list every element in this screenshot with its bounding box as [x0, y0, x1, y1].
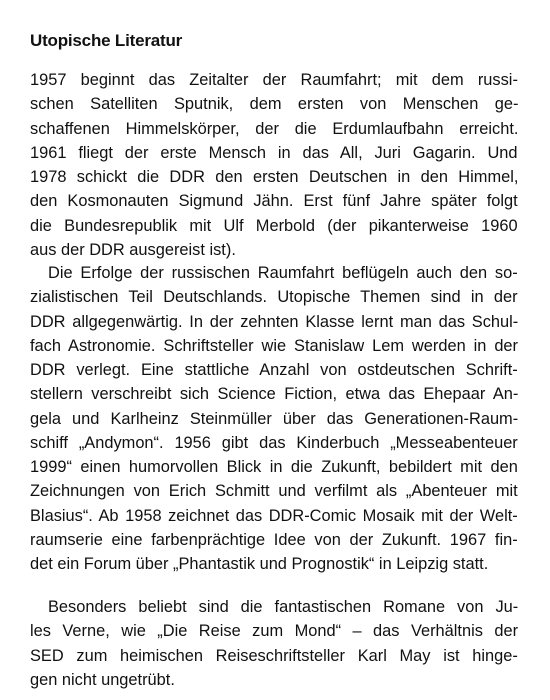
text-line: schiff „Andymon“. 1956 gibt das Kinderbuch „Messeabenteuer: [30, 433, 518, 452]
text-line: Zeichnungen von Erich Schmitt und verfilmt als „Abenteuer mit: [30, 482, 518, 501]
section-heading: Utopische Literatur: [30, 31, 183, 50]
text-line: den Kosmonauten Sigmund Jähn. Erst fünf Jahre später folgt: [30, 192, 518, 211]
paragraph-gdr-utopia: [30, 261, 518, 576]
text-line: schaffenen Himmelskörper, der die Erdumlaufbahn erreicht.: [30, 119, 519, 138]
text-line: stellern verschreibt sich Science Fiction, etwa das Ehepaar An-: [30, 385, 519, 404]
text-line: 1957 beginnt das Zeitalter der Raumfahrt; mit dem russi-: [30, 71, 518, 89]
text-line: SED zum heimischen Reiseschriftsteller Karl May ist hinge-: [30, 646, 518, 665]
text-line: 1978 schickt die DDR den ersten Deutschen in den Himmel,: [30, 168, 519, 186]
text-line: Blasius“. Ab 1958 zeichnet das DDR-Comic Mosaik mit der Welt-: [30, 506, 518, 525]
text-line: det ein Forum über „Phantastik und Prognostik“ in Leipzig statt.: [30, 555, 489, 573]
text-line: 1999“ einen humorvollen Blick in die Zukunft, bebildert mit den: [30, 458, 518, 476]
text-line: 1961 fliegt der erste Mensch in das All, Juri Gagarin. Und: [30, 143, 518, 162]
text-line: schen Satelliten Sputnik, dem ersten von Menschen ge-: [30, 95, 519, 114]
text-line: DDR allgegenwärtig. In der zehnten Klasse lernt man das Schul-: [30, 312, 519, 331]
paragraph-jules-verne: [30, 595, 518, 692]
text-line: raumserie eine farbenprächtige Idee von der Zukunft. 1967 fin-: [30, 530, 518, 549]
text-line: zialistischen Teil Deutschlands. Utopische Themen sind in der: [30, 288, 518, 307]
text-line: aus der DDR ausgereist ist).: [30, 240, 236, 259]
text-line: Besonders beliebt sind die fantastischen Romane von Ju-: [48, 598, 519, 616]
text-line: gela und Karlheinz Steinmüller über das Generationen-Raum-: [30, 409, 519, 428]
text-line: gen nicht ungetrübt.: [30, 670, 175, 689]
text-line: DDR verlegt. Eine stattliche Anzahl von ostdeutschen Schrift-: [30, 361, 518, 379]
paragraph-spaceflight: [30, 68, 518, 262]
text-line: les Verne, wie „Die Reise zum Mond“ – das Verhältnis der: [30, 622, 519, 641]
text-line: fach Astronomie. Schriftsteller wie Stanislaw Lem werden in der: [30, 336, 519, 355]
text-line: Die Erfolge der russischen Raumfahrt beflügeln auch den so-: [48, 264, 518, 282]
text-line: die Bundesrepublik mit Ulf Merbold (der pikanterweise 1960: [30, 216, 518, 235]
